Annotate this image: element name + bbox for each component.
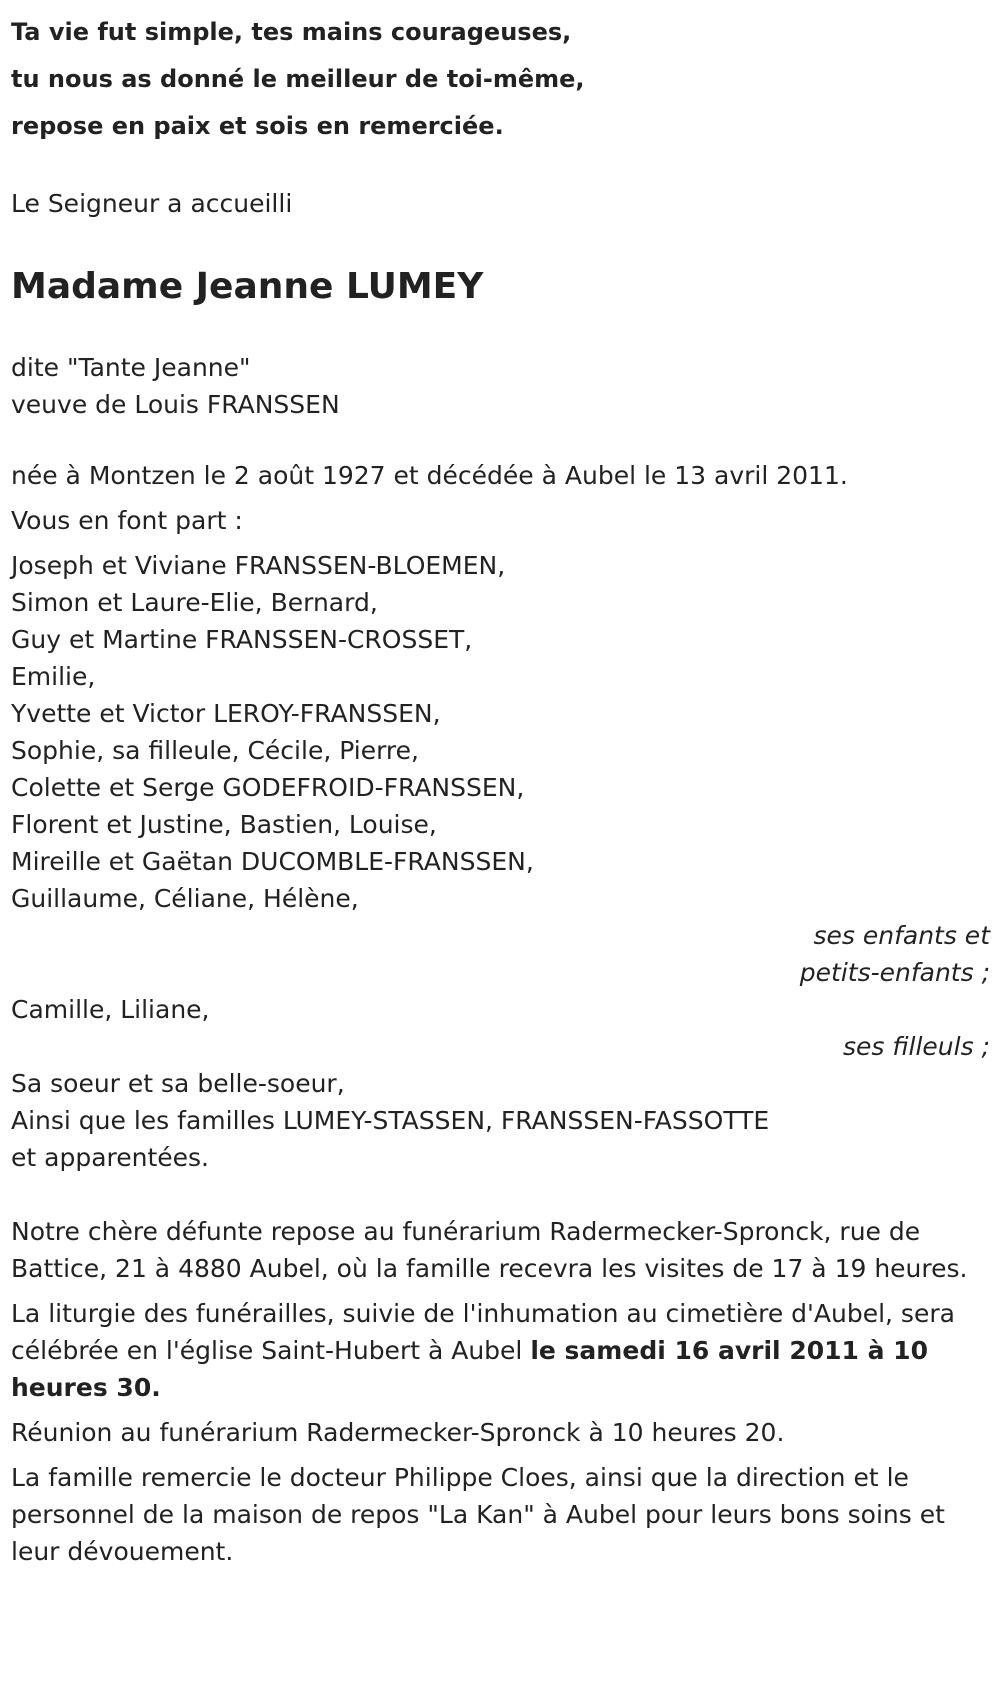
aka-line: dite "Tante Jeanne" (11, 353, 251, 382)
list-item: Guy et Martine FRANSSEN-CROSSET, (11, 625, 473, 654)
list-item: Simon et Laure-Elie, Bernard, (11, 588, 378, 617)
verse (11, 0, 990, 150)
list-item: Ainsi que les familles LUMEY-STASSEN, FRANSSEN-FASSOTTE (11, 1106, 770, 1135)
liturgy-text: La liturgie des funérailles, suivie de l'inhumation au cimetière d'Aubel, sera célébrée en l'église Saint-Hubert à Aubel (11, 1299, 955, 1365)
children-note: ses enfants et (813, 921, 990, 950)
widow-line: veuve de Louis FRANSSEN (11, 390, 340, 419)
verse-line: tu nous as donné le meilleur de toi-même, (11, 65, 585, 93)
list-item: et apparentées. (11, 1143, 209, 1172)
list-item: Sa soeur et sa belle-soeur, (11, 1069, 345, 1098)
thanks-paragraph: La famille remercie le docteur Philippe Cloes, ainsi que la direction et le personnel de la maison de repos "La Kan" à Aubel pour leurs bons soins et leur dévouement. (11, 1463, 945, 1566)
birth-death-line: née à Montzen le 2 août 1927 et décédée à Aubel le 13 avril 2011. (11, 461, 848, 490)
list-item: Guillaume, Céliane, Hélène, (11, 884, 359, 913)
list-item: Yvette et Victor LEROY-FRANSSEN, (11, 699, 441, 728)
spacer (11, 1176, 990, 1213)
godchildren-line: Camille, Liliane, (11, 995, 210, 1024)
aka-block (11, 349, 990, 423)
list-item: Mireille et Gaëtan DUCOMBLE-FRANSSEN, (11, 847, 534, 876)
deceased-name: Madame Jeanne LUMEY (11, 266, 484, 307)
list-item: Emilie, (11, 662, 96, 691)
rest-paragraph: Notre chère défunte repose au funérarium Radermecker-Spronck, rue de Battice, 21 à 4880 Aubel, où la famille recevra les visites de 17 à 19 heures. (11, 1217, 968, 1283)
verse-line: Ta vie fut simple, tes mains courageuses, (11, 18, 572, 46)
list-item: Joseph et Viviane FRANSSEN-BLOEMEN, (11, 551, 506, 580)
children-list (11, 547, 990, 1176)
intro-text: Le Seigneur a accueilli (11, 189, 293, 218)
announce-line: Vous en font part : (11, 506, 243, 535)
godchildren-note: ses filleuls ; (843, 1032, 990, 1061)
meeting-paragraph: Réunion au funérarium Radermecker-Spronck à 10 heures 20. (11, 1418, 785, 1447)
liturgy-paragraph (11, 1295, 990, 1406)
list-item: Florent et Justine, Bastien, Louise, (11, 810, 437, 839)
verse-line: repose en paix et sois en remerciée. (11, 112, 504, 140)
liturgy-date: le samedi 16 avril 2011 à 10 heures 30. (11, 1336, 928, 1402)
list-item: Sophie, sa filleule, Cécile, Pierre, (11, 736, 419, 765)
children-note: petits-enfants ; (799, 958, 990, 987)
list-item: Colette et Serge GODEFROID-FRANSSEN, (11, 773, 525, 802)
